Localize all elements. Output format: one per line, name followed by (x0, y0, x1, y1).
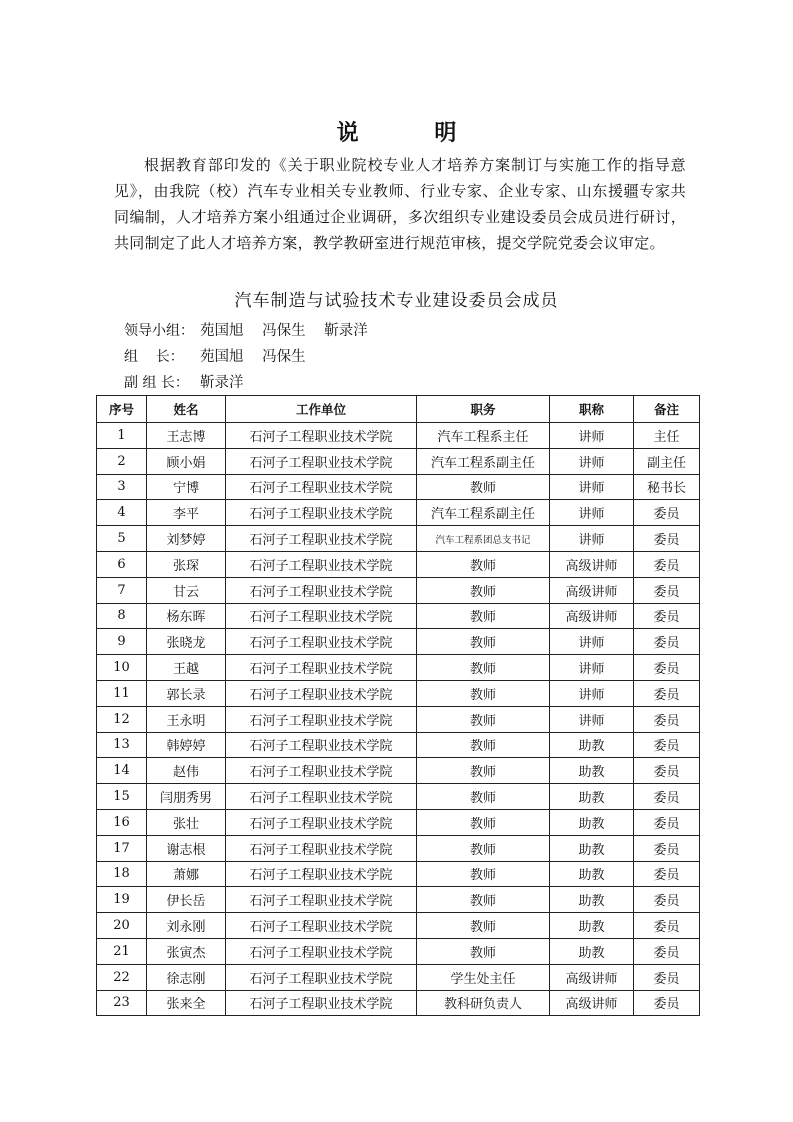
cell-title: 讲师 (550, 655, 634, 681)
cell-name: 王永明 (147, 706, 226, 732)
cell-name: 杨东晖 (147, 603, 226, 629)
table-row (97, 526, 700, 552)
cell-remark: 委员 (634, 551, 700, 577)
cell-name: 闫朋秀男 (147, 784, 226, 810)
cell-remark: 秘书长 (634, 474, 700, 500)
cell-position: 教师 (417, 732, 550, 758)
cell-index: 20 (97, 913, 147, 939)
cell-remark: 委员 (634, 655, 700, 681)
table-row (97, 784, 700, 810)
cell-workplace: 石河子工程职业技术学院 (226, 474, 417, 500)
cell-index: 4 (97, 500, 147, 526)
cell-position: 汽车工程系副主任 (417, 448, 550, 474)
cell-position: 教师 (417, 938, 550, 964)
cell-position: 教师 (417, 629, 550, 655)
role-line-deputy (124, 370, 368, 396)
cell-remark: 委员 (634, 603, 700, 629)
cell-title: 讲师 (550, 423, 634, 449)
table-row (97, 551, 700, 577)
cell-title: 助教 (550, 887, 634, 913)
cell-position: 教师 (417, 913, 550, 939)
cell-title: 讲师 (550, 629, 634, 655)
cell-title: 助教 (550, 938, 634, 964)
cell-position: 教师 (417, 887, 550, 913)
cell-remark: 委员 (634, 732, 700, 758)
cell-remark: 委员 (634, 500, 700, 526)
cell-name: 张来全 (147, 990, 226, 1016)
cell-remark: 委员 (634, 964, 700, 990)
cell-name: 刘永刚 (147, 913, 226, 939)
cell-position: 教师 (417, 577, 550, 603)
role-label: 副 组 长： (124, 375, 189, 391)
cell-name: 甘云 (147, 577, 226, 603)
cell-title: 高级讲师 (550, 964, 634, 990)
cell-remark: 委员 (634, 629, 700, 655)
cell-name: 顾小娟 (147, 448, 226, 474)
cell-remark: 委员 (634, 809, 700, 835)
cell-remark: 主任 (634, 423, 700, 449)
cell-workplace: 石河子工程职业技术学院 (226, 603, 417, 629)
role-names: 苑国旭 冯保生 (200, 349, 306, 365)
cell-title: 讲师 (550, 448, 634, 474)
cell-name: 徐志刚 (147, 964, 226, 990)
intro-paragraph: 根据教育部印发的《关于职业院校专业人才培养方案制订与实施工作的指导意见》，由我院（校）汽车专业相关专业教师、行业专家、企业专家、山东援疆专家共同编制，人才培养方案小组通过企业调研，多次组织专业建设委员会成员进行研讨，共同制定了此人才培养方案，教学教研室进行规范审核，提交学院党委会议审定。 (114, 156, 686, 252)
header-workplace: 工作单位 (226, 396, 417, 423)
cell-workplace: 石河子工程职业技术学院 (226, 809, 417, 835)
cell-remark: 副主任 (634, 448, 700, 474)
cell-remark: 委员 (634, 887, 700, 913)
cell-name: 王志博 (147, 423, 226, 449)
cell-title: 讲师 (550, 500, 634, 526)
cell-title: 助教 (550, 784, 634, 810)
cell-workplace: 石河子工程职业技术学院 (226, 500, 417, 526)
cell-position: 汽车工程系副主任 (417, 500, 550, 526)
table-row (97, 809, 700, 835)
cell-position: 汽车工程系团总支书记 (417, 526, 550, 552)
cell-remark: 委员 (634, 835, 700, 861)
cell-title: 助教 (550, 861, 634, 887)
cell-workplace: 石河子工程职业技术学院 (226, 706, 417, 732)
cell-position: 教师 (417, 861, 550, 887)
cell-index: 14 (97, 758, 147, 784)
cell-workplace: 石河子工程职业技术学院 (226, 784, 417, 810)
cell-name: 萧娜 (147, 861, 226, 887)
cell-position: 学生处主任 (417, 964, 550, 990)
role-label: 组 长： (124, 349, 184, 365)
cell-remark: 委员 (634, 577, 700, 603)
role-names: 靳录洋 (200, 375, 244, 391)
cell-index: 7 (97, 577, 147, 603)
cell-title: 助教 (550, 809, 634, 835)
table-row (97, 732, 700, 758)
table-body (97, 423, 700, 1016)
cell-index: 17 (97, 835, 147, 861)
cell-remark: 委员 (634, 990, 700, 1016)
cell-name: 郭长录 (147, 680, 226, 706)
table-row (97, 758, 700, 784)
cell-name: 李平 (147, 500, 226, 526)
cell-title: 助教 (550, 835, 634, 861)
cell-workplace: 石河子工程职业技术学院 (226, 526, 417, 552)
cell-name: 张晓龙 (147, 629, 226, 655)
cell-workplace: 石河子工程职业技术学院 (226, 551, 417, 577)
cell-position: 教师 (417, 758, 550, 784)
header-name: 姓名 (147, 396, 226, 423)
cell-remark: 委员 (634, 861, 700, 887)
header-title: 职称 (550, 396, 634, 423)
cell-position: 汽车工程系主任 (417, 423, 550, 449)
cell-workplace: 石河子工程职业技术学院 (226, 964, 417, 990)
cell-name: 谢志根 (147, 835, 226, 861)
table-row (97, 835, 700, 861)
role-label: 领导小组： (124, 323, 194, 339)
cell-title: 讲师 (550, 706, 634, 732)
cell-name: 张琛 (147, 551, 226, 577)
table-row (97, 629, 700, 655)
cell-workplace: 石河子工程职业技术学院 (226, 913, 417, 939)
cell-workplace: 石河子工程职业技术学院 (226, 680, 417, 706)
cell-index: 8 (97, 603, 147, 629)
table-row (97, 990, 700, 1016)
table-row (97, 655, 700, 681)
cell-index: 16 (97, 809, 147, 835)
header-index: 序号 (97, 396, 147, 423)
cell-workplace: 石河子工程职业技术学院 (226, 732, 417, 758)
cell-position: 教科研负责人 (417, 990, 550, 1016)
header-remark: 备注 (634, 396, 700, 423)
cell-title: 讲师 (550, 526, 634, 552)
cell-name: 王越 (147, 655, 226, 681)
table-row (97, 577, 700, 603)
cell-title: 讲师 (550, 474, 634, 500)
table-row (97, 913, 700, 939)
cell-position: 教师 (417, 809, 550, 835)
cell-index: 21 (97, 938, 147, 964)
cell-title: 高级讲师 (550, 990, 634, 1016)
cell-position: 教师 (417, 784, 550, 810)
cell-workplace: 石河子工程职业技术学院 (226, 938, 417, 964)
header-position: 职务 (417, 396, 550, 423)
cell-position: 教师 (417, 474, 550, 500)
cell-title: 高级讲师 (550, 551, 634, 577)
role-list (124, 318, 368, 396)
cell-remark: 委员 (634, 758, 700, 784)
table-row (97, 938, 700, 964)
cell-title: 助教 (550, 913, 634, 939)
table-header-row (97, 396, 700, 423)
cell-workplace: 石河子工程职业技术学院 (226, 758, 417, 784)
cell-name: 宁博 (147, 474, 226, 500)
cell-index: 12 (97, 706, 147, 732)
cell-index: 18 (97, 861, 147, 887)
committee-title: 汽车制造与试验技术专业建设委员会成员 (234, 291, 559, 311)
cell-name: 伊长岳 (147, 887, 226, 913)
cell-remark: 委员 (634, 938, 700, 964)
cell-workplace: 石河子工程职业技术学院 (226, 990, 417, 1016)
page-title: 说 明 (336, 121, 491, 146)
cell-name: 赵伟 (147, 758, 226, 784)
cell-workplace: 石河子工程职业技术学院 (226, 887, 417, 913)
table-row (97, 423, 700, 449)
table-row (97, 861, 700, 887)
cell-remark: 委员 (634, 913, 700, 939)
cell-workplace: 石河子工程职业技术学院 (226, 629, 417, 655)
table-row (97, 887, 700, 913)
cell-remark: 委员 (634, 526, 700, 552)
table-row (97, 500, 700, 526)
cell-title: 高级讲师 (550, 577, 634, 603)
cell-index: 6 (97, 551, 147, 577)
cell-workplace: 石河子工程职业技术学院 (226, 448, 417, 474)
cell-index: 5 (97, 526, 147, 552)
cell-title: 讲师 (550, 680, 634, 706)
role-line-leadership (124, 318, 368, 344)
cell-position: 教师 (417, 680, 550, 706)
cell-index: 11 (97, 680, 147, 706)
cell-workplace: 石河子工程职业技术学院 (226, 655, 417, 681)
cell-index: 10 (97, 655, 147, 681)
cell-title: 高级讲师 (550, 603, 634, 629)
member-table (96, 395, 700, 1016)
cell-position: 教师 (417, 603, 550, 629)
cell-remark: 委员 (634, 706, 700, 732)
cell-position: 教师 (417, 551, 550, 577)
cell-index: 9 (97, 629, 147, 655)
table-row (97, 474, 700, 500)
table-row (97, 680, 700, 706)
table-row (97, 603, 700, 629)
cell-remark: 委员 (634, 784, 700, 810)
cell-workplace: 石河子工程职业技术学院 (226, 423, 417, 449)
cell-index: 22 (97, 964, 147, 990)
cell-title: 助教 (550, 732, 634, 758)
cell-position: 教师 (417, 655, 550, 681)
cell-name: 张壮 (147, 809, 226, 835)
table-row (97, 448, 700, 474)
cell-name: 韩婷婷 (147, 732, 226, 758)
cell-workplace: 石河子工程职业技术学院 (226, 835, 417, 861)
cell-remark: 委员 (634, 680, 700, 706)
cell-index: 19 (97, 887, 147, 913)
cell-index: 15 (97, 784, 147, 810)
cell-position: 教师 (417, 706, 550, 732)
role-names: 苑国旭 冯保生 靳录洋 (200, 323, 368, 339)
cell-name: 刘梦婷 (147, 526, 226, 552)
cell-workplace: 石河子工程职业技术学院 (226, 577, 417, 603)
table-row (97, 964, 700, 990)
cell-title: 助教 (550, 758, 634, 784)
cell-name: 张寅杰 (147, 938, 226, 964)
table-row (97, 706, 700, 732)
role-line-leader (124, 344, 368, 370)
cell-index: 23 (97, 990, 147, 1016)
cell-index: 3 (97, 474, 147, 500)
cell-index: 1 (97, 423, 147, 449)
cell-workplace: 石河子工程职业技术学院 (226, 861, 417, 887)
cell-index: 2 (97, 448, 147, 474)
cell-index: 13 (97, 732, 147, 758)
cell-position: 教师 (417, 835, 550, 861)
